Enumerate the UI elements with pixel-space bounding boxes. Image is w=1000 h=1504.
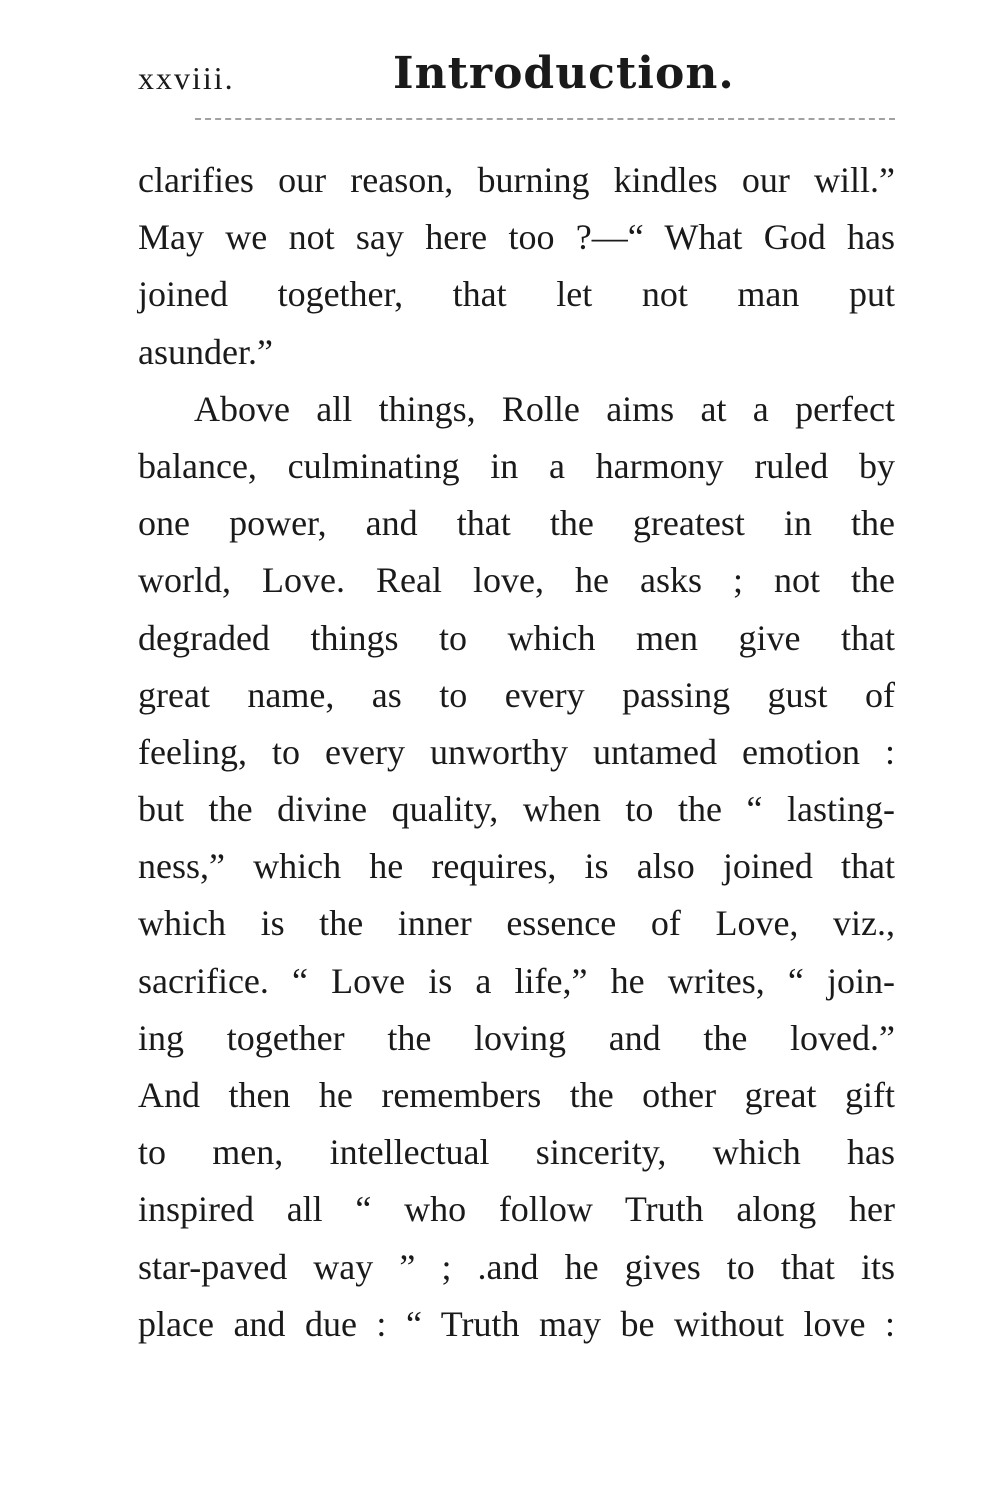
text-line: great name, as to every passing gust of [138,674,895,715]
text-line: joined together, that let not man put [138,274,895,315]
running-title: Introduction. [393,48,735,99]
body-text [138,152,895,1353]
text-line: ing together the loving and the loved.” [138,1017,895,1058]
text-line: world, Love. Real love, he asks ; not the [138,560,895,601]
text-line: asunder.” [138,331,273,372]
text-line: degraded things to which men give that [138,617,895,658]
text-line: one power, and that the greatest in the [138,503,895,544]
text-line: to men, intellectual sincerity, which has [138,1132,895,1173]
paragraph-start-line: Above all things, Rolle aims at a perfect [194,388,895,429]
page-header [138,48,898,108]
text-line: And then he remembers the other great gift [138,1075,895,1115]
text-line: but the divine quality, when to the “ lasting- [138,789,895,830]
text-line: balance, culminating in a harmony ruled by [138,445,895,486]
text-line: inspired all “ who follow Truth along her [138,1189,895,1230]
header-rule [195,118,895,120]
text-line: star-paved way ” ; .and he gives to that its [138,1246,895,1287]
text-line: clarifies our reason, burning kindles our will.” [138,160,895,200]
text-line: which is the inner essence of Love, viz., [138,903,895,944]
text-line: feeling, to every unworthy untamed emotion : [138,731,895,772]
text-line: place and due : “ Truth may be without love : [138,1303,895,1344]
page-number: xxviii. [138,60,235,96]
text-line: sacrifice. “ Love is a life,” he writes, “ join- [138,960,895,1001]
text-line: ness,” which he requires, is also joined that [138,846,895,887]
text-line: May we not say here too ?—“ What God has [138,217,895,258]
